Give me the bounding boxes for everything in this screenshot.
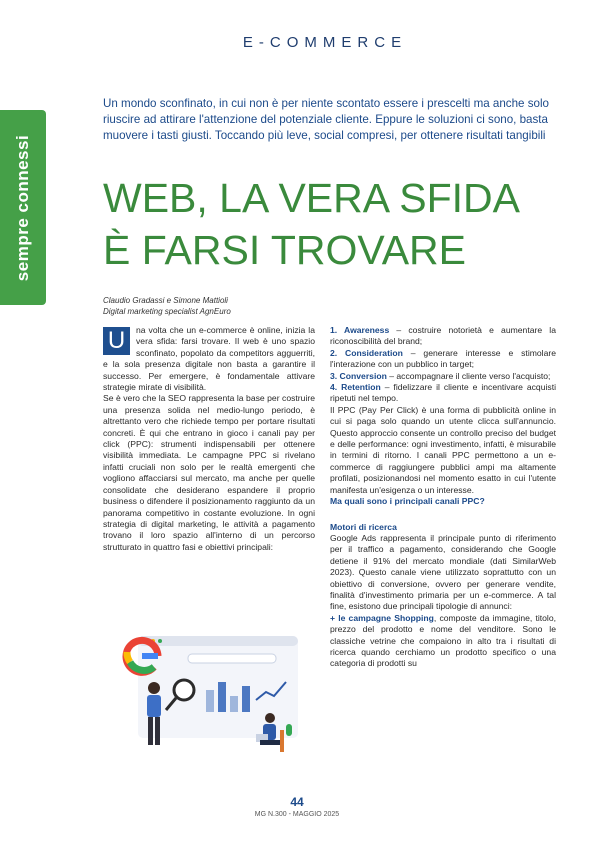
list-item-retention: 4. Retention – fidelizzare il cliente e incentivare acquisti ripetuti nel tempo. — [330, 382, 556, 404]
search-bar — [188, 654, 276, 663]
section-label: E-COMMERCE — [242, 34, 408, 51]
question-line: Ma quali sono i principali canali PPC? — [330, 496, 485, 507]
column-right — [330, 325, 556, 670]
author-names: Claudio Gradassi e Simone Mattioli — [103, 296, 228, 305]
side-tab — [0, 110, 46, 305]
body-paragraph: Se è vero che la SEO rappresenta la base per costruire una presenza solida nel medio-lungo periodo, è altrettanto vero che richiede tempo per portare risultati concreti. È qui che entrano in gioco i canali pay per click (PPC): strumenti indispensabili per ottenere visibilità immediata. Le campagne PPC si rivelano infatti cruciali non solo per le realtà emergenti che vogliono affacciarsi sul mercato, ma anche per quelle consolidate che desiderano espandere il proprio business o difendere il posizionamento raggiunto da un panorama competitivo in costante evoluzione. In ogni strategia di digital marketing, le attività a pagamento trovano il loro spazio all'interno di un percorso strutturato in quattro fasi e obiettivi principali: — [103, 393, 315, 552]
author-role: Digital marketing specialist AgnEuro — [103, 307, 231, 316]
article-title — [103, 172, 573, 276]
shopping-bullet: + le campagne Shopping, composte da immagine, titolo, prezzo del prodotto e nome del venditore. Sono le classiche vetrine che compaiono in alto tra i risultati di ricerca quando cerchiamo un prodotto specifico o una categoria di prodotti su — [330, 612, 556, 669]
column-left — [103, 325, 315, 553]
magnifier-icon — [174, 680, 194, 700]
title-line-1: WEB, LA VERA SFIDA — [103, 175, 520, 221]
title-line-2: È FARSI TROVARE — [103, 227, 467, 273]
search-marketing-illustration — [110, 630, 310, 755]
side-tab-label: sempre connessi — [13, 134, 32, 281]
authors — [103, 295, 231, 317]
ppc-paragraph: Il PPC (Pay Per Click) è una forma di pubblicità online in cui si paga solo quando un utente clicca sull'annuncio. Questo approccio consente un controllo preciso del budget e delle performance: ogni investimento, infatti, è misurabile in termini di ritorno. I canali PPC permettono a un e-commerce di raggiungere pubblici ampi ma altamente profilati, posizionandosi nel momento esatto in cui l'utente manifesta un'esigenza o un interesse. — [330, 404, 556, 495]
intro-paragraph: na volta che un e-commerce è online, inizia la vera sfida: farsi trovare. Il web è uno spazio sconfinato, popolato da competitors agguerriti, e la sola presenza digitale non basta a garantire il successo. Per emergere, è fondamentale attivare strategie mirate di visibilità. — [103, 325, 315, 393]
drop-cap: U — [103, 327, 130, 355]
list-item-consideration: 2. Consideration – generare interesse e stimolare l'interazione con un pubblico in target; — [330, 347, 556, 370]
subhead-search-engines: Motori di ricerca — [330, 521, 397, 532]
page-number: 44 — [290, 795, 304, 809]
issue-label: MG N.300 - MAGGIO 2025 — [254, 811, 340, 818]
lead-paragraph: Un mondo sconfinato, in cui non è per niente scontato essere i prescelti ma anche solo riuscire ad attirare l'attenzione del potenziale cliente. Eppure le soluzioni ci sono, basta muovere i tasti giusti. Toccando più leve, social compresi, per ottenere risultati tangibili — [103, 97, 549, 142]
google-ads-paragraph: Google Ads rappresenta il principale punto di riferimento per il traffico a pagamento, considerando che Google detiene il 91% del mercato mondiale (dati SimilarWeb 2023). Questo canale viene utilizzato soprattutto con un obiettivo di conversione, ovvero per generare vendite, finalità d'investimento primaria per un e-commerce. A tal fine, esistono due principali tipologie di annunci: — [330, 532, 556, 612]
list-item-conversion: 3. Conversion – accompagnare il cliente verso l'acquisto; — [330, 370, 551, 381]
list-item-awareness: 1. Awareness – costruire notorietà e aumentare la riconoscibilità del brand; — [330, 325, 556, 347]
